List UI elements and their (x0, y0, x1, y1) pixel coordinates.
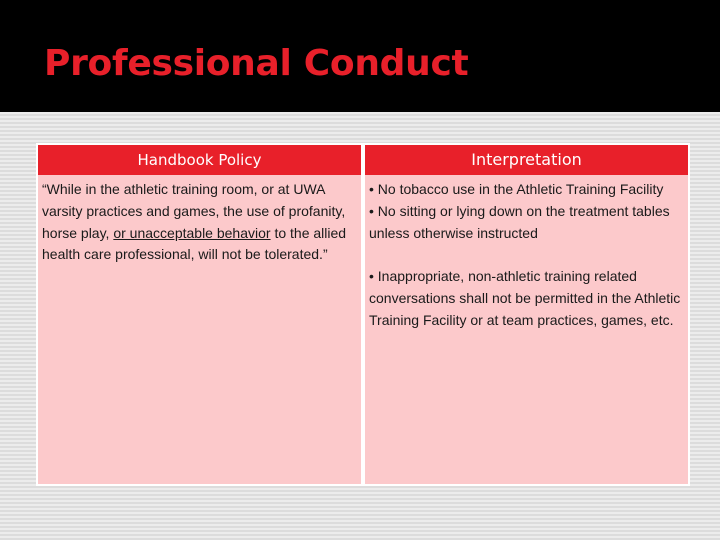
interpretation-item-tables: • No sitting or lying down on the treatment tables unless otherwise instructed (369, 202, 670, 241)
interpretation-item-conversations: • Inappropriate, non-athletic training related conversations shall not be permitted in the Athletic Training Facility or at team practices, games, etc. (369, 268, 681, 328)
policy-cell (42, 179, 357, 266)
policy-column (36, 143, 363, 486)
header-handbook-policy: Handbook Policy (38, 145, 361, 175)
interpretation-column (363, 143, 690, 486)
interpretation-item-tobacco: • No tobacco use in the Athletic Training Facility (369, 181, 664, 197)
interpretation-cell (369, 179, 684, 332)
policy-text (42, 179, 357, 266)
policy-text-underlined: or unacceptable behavior (113, 224, 271, 241)
header-interpretation: Interpretation (365, 145, 688, 175)
slide-title: Professional Conduct (44, 43, 469, 84)
policy-text-after: to the allied health care professional, will not be tolerated.” (42, 224, 347, 263)
title-band (0, 0, 720, 112)
item-spacer (369, 244, 684, 266)
conduct-table (36, 143, 690, 486)
policy-text-before: “While in the athletic training room, or at UWA varsity practices and games, the use of profanity, horse play, (42, 181, 346, 241)
